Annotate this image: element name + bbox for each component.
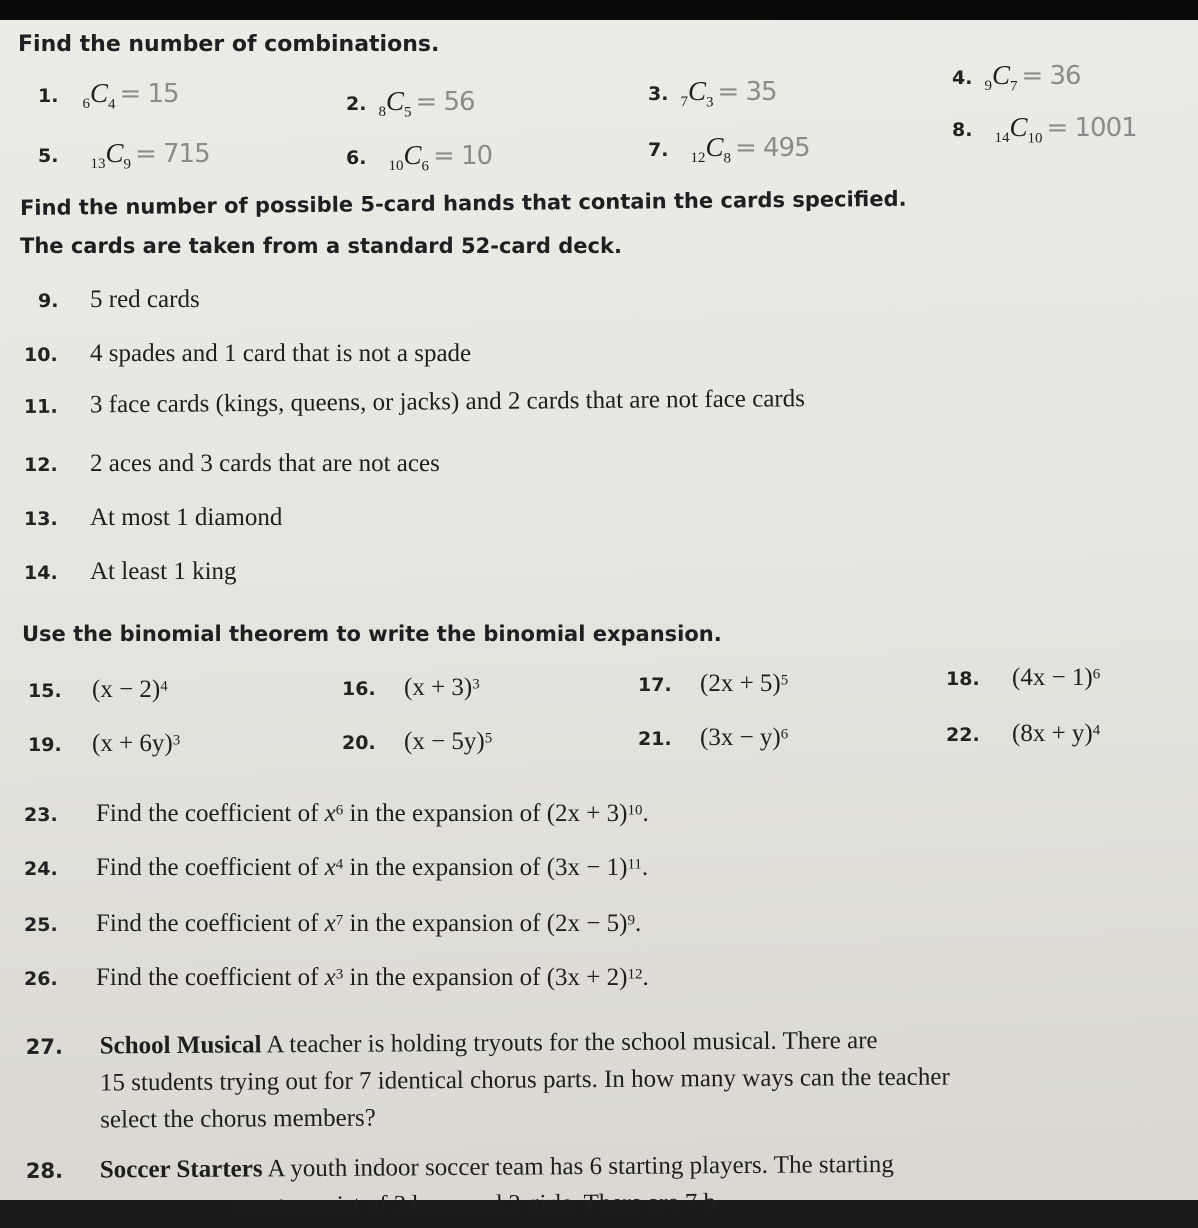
list-item-9 — [38, 286, 200, 314]
item-number: 27. — [25, 1034, 64, 1060]
item-number: 5. — [38, 145, 59, 167]
comb-item-3: 3. $_7C_3 = 35$ — [648, 76, 777, 111]
period: . — [641, 854, 649, 881]
comb-n: 9 — [984, 78, 992, 94]
list-item-11 — [24, 385, 805, 420]
binomial-base: (3x − y) — [700, 724, 781, 751]
prompt-mid: in the expansion of — [343, 854, 547, 881]
item-number: 1. — [38, 85, 59, 107]
binomial-exponent: 4 — [1092, 722, 1101, 739]
comb-n: 13 — [90, 156, 106, 172]
binomial-base: (2x + 3) — [546, 800, 628, 827]
handwritten-answer: = 35 — [717, 77, 777, 107]
coefficient-item-24 — [24, 854, 648, 882]
comb-k: 10 — [1027, 130, 1043, 147]
comb-item-6: 6. $_{10}C_6 = 10$ — [346, 140, 493, 175]
item-number: 20. — [342, 732, 376, 754]
section3-heading: Use the binomial theorem to write the binomial expansion. — [22, 622, 722, 646]
problem-line2: 15 students trying out for 7 identical chorus parts. In how many ways can the teacher — [99, 1063, 950, 1097]
binomial-base: (x + 6y) — [92, 730, 173, 757]
variable-power: 3 — [335, 966, 344, 983]
comb-n: 8 — [378, 104, 386, 120]
word-problem-28 — [26, 1148, 895, 1228]
binomial-exponent: 6 — [780, 726, 789, 743]
binomial-exponent: 12 — [627, 966, 643, 983]
prompt-mid: in the expansion of — [343, 964, 547, 991]
period: . — [634, 910, 642, 937]
worksheet-page — [0, 20, 1198, 1220]
prompt-mid: in the expansion of — [343, 800, 547, 827]
binomial-base: (2x − 5) — [546, 910, 628, 937]
binomial-base: (x − 5y) — [404, 728, 485, 755]
item-number: 8. — [952, 119, 973, 141]
comb-n: 10 — [388, 158, 404, 174]
item-number: 12. — [24, 454, 58, 476]
handwritten-answer: = 495 — [734, 133, 810, 163]
comb-item-5: 5. $_{13}C_9 = 715$ — [38, 138, 210, 173]
handwritten-answer: = 36 — [1021, 61, 1081, 91]
item-number: 17. — [638, 674, 672, 696]
variable-x: x — [324, 910, 336, 937]
item-number: 13. — [24, 508, 58, 530]
binomial-base: (8x + y) — [1012, 720, 1093, 747]
variable-x: x — [324, 964, 336, 991]
binomial-base: (x + 3) — [404, 674, 473, 701]
comb-k: 5 — [403, 104, 412, 121]
prompt-prefix: Find the coefficient of — [96, 854, 325, 881]
item-number: 15. — [28, 680, 62, 702]
list-item-13 — [24, 504, 282, 532]
binomial-exponent: 5 — [484, 730, 493, 747]
comb-item-4: 4. $_9C_7 = 36$ — [952, 60, 1081, 95]
list-item-14 — [24, 558, 237, 586]
item-number: 25. — [24, 914, 58, 936]
comb-item-1: 1. $_6C_4 = 15$ — [38, 78, 179, 113]
comb-k: 6 — [421, 158, 429, 175]
word-problem-27 — [26, 1024, 951, 1141]
item-number: 16. — [342, 678, 376, 700]
problem-line1: A youth indoor soccer team has 6 starting players. The starting — [262, 1150, 894, 1183]
comb-n: 6 — [82, 96, 90, 112]
item-number: 28. — [25, 1158, 64, 1184]
prompt-mid: in the expansion of — [343, 910, 547, 937]
prompt-prefix: Find the coefficient of — [96, 800, 325, 827]
variable-power: 4 — [335, 856, 344, 873]
comb-k: 7 — [1009, 78, 1018, 95]
coefficient-item-23 — [24, 800, 649, 828]
coefficient-item-26 — [24, 964, 649, 992]
handwritten-answer: = 15 — [119, 79, 179, 109]
item-number: 24. — [24, 858, 58, 880]
binomial-exponent: 3 — [172, 732, 181, 749]
binomial-exponent: 10 — [627, 802, 643, 819]
expansion-item-18 — [946, 664, 1100, 692]
item-number: 18. — [946, 668, 980, 690]
expansion-item-22 — [946, 720, 1100, 748]
comb-item-7: 7. $_{12}C_8 = 495$ — [648, 132, 810, 167]
problem-line3: select the chorus members? — [100, 1104, 376, 1134]
problem-line2: must consist of 3 boys and 3 girls. There are 7 b — [236, 1189, 717, 1220]
item-number: 6. — [346, 147, 367, 169]
comb-n: 7 — [680, 94, 688, 110]
prompt-prefix: Find the coefficient of — [96, 964, 325, 991]
binomial-base: (3x − 1) — [546, 854, 628, 881]
binomial-exponent: 4 — [160, 678, 168, 695]
comb-n: 12 — [690, 150, 706, 166]
binomial-base: (3x + 2) — [546, 964, 628, 991]
item-number: 19. — [28, 734, 62, 756]
comb-k: 8 — [723, 150, 731, 167]
item-number: 9. — [38, 290, 59, 312]
handwritten-answer: = 715 — [134, 139, 210, 169]
item-text: 4 spades and 1 card that is not a spade — [90, 340, 472, 367]
binomial-exponent: 3 — [472, 676, 480, 693]
item-text: 2 aces and 3 cards that are not aces — [90, 450, 440, 477]
expansion-item-21 — [638, 724, 788, 752]
binomial-exponent: 11 — [627, 856, 642, 873]
item-number: 7. — [648, 139, 669, 161]
section2-heading-line1: Find the number of possible 5-card hands that contain the cards specified. — [19, 186, 907, 220]
problem-title: School Musical — [99, 1031, 262, 1060]
variable-power: 7 — [335, 912, 344, 929]
list-item-10 — [24, 340, 471, 368]
handwritten-answer: = 10 — [432, 141, 493, 171]
item-text: 5 red cards — [90, 286, 200, 313]
expansion-item-16 — [342, 674, 480, 702]
item-number: 23. — [24, 804, 58, 826]
item-number: 14. — [24, 562, 58, 584]
item-text: At most 1 diamond — [90, 504, 283, 531]
comb-item-2: 2. $_8C_5 = 56$ — [346, 86, 475, 121]
period: . — [642, 964, 649, 991]
binomial-exponent: 6 — [1092, 666, 1101, 683]
item-number: 3. — [648, 83, 669, 105]
item-number: 4. — [952, 67, 973, 89]
variable-x: x — [324, 854, 336, 881]
item-text: 3 face cards (kings, queens, or jacks) and 2 cards that are not face cards — [89, 385, 806, 419]
section1-heading: Find the number of combinations. — [18, 32, 440, 57]
expansion-item-20 — [342, 728, 492, 756]
variable-x: x — [324, 800, 336, 827]
problem-line1: A teacher is holding tryouts for the school musical. There are — [261, 1027, 878, 1059]
problem-title: Soccer Starters — [99, 1155, 263, 1184]
handwritten-answer: = 1001 — [1046, 113, 1137, 143]
comb-k: 3 — [705, 94, 714, 111]
binomial-base: (4x − 1) — [1012, 664, 1093, 691]
expansion-item-15 — [28, 676, 168, 704]
binomial-exponent: 9 — [627, 912, 635, 929]
comb-k: 9 — [123, 156, 131, 173]
binomial-exponent: 5 — [780, 672, 789, 689]
binomial-base: (2x + 5) — [700, 670, 781, 697]
handwritten-answer: = 56 — [415, 87, 475, 117]
variable-power: 6 — [335, 802, 344, 819]
section2-heading-line2: The cards are taken from a standard 52-card deck. — [20, 234, 622, 258]
item-number: 21. — [638, 728, 672, 750]
prompt-prefix: Find the coefficient of — [96, 910, 325, 937]
item-number: 2. — [346, 93, 367, 115]
comb-n: 14 — [994, 130, 1010, 146]
item-number: 11. — [23, 395, 58, 418]
item-text: At least 1 king — [90, 558, 237, 585]
period: . — [642, 800, 649, 827]
expansion-item-19 — [28, 730, 180, 758]
comb-item-8: 8. $_{14}C_{10} = 1001$ — [952, 112, 1137, 147]
item-number: 22. — [946, 724, 980, 746]
top-black-bar — [0, 0, 1198, 20]
item-number: 26. — [24, 968, 58, 990]
comb-k: 4 — [107, 96, 116, 113]
expansion-item-17 — [638, 670, 788, 698]
binomial-base: (x − 2) — [92, 676, 161, 703]
coefficient-item-25 — [24, 910, 641, 938]
list-item-12 — [24, 450, 440, 478]
item-number: 10. — [24, 344, 58, 366]
